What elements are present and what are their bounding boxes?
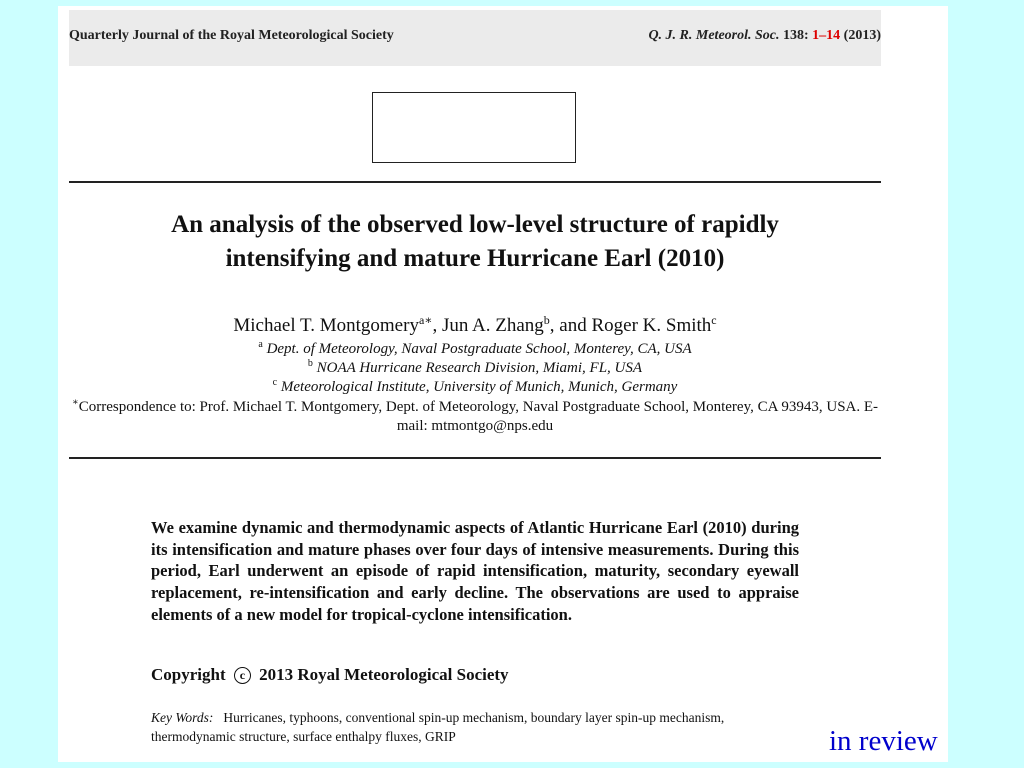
abstract: We examine dynamic and thermodynamic aspects of Atlantic Hurricane Earl (2010) during its intensification and mature phases over four days of intensive measurements. During this period, Earl underwent an episode of rapid intensification, maturity, secondary eyewall replacement, re-intensification and early decline. The observations are used to appraise elements of a new model for tropical-cyclone intensification. <box>151 518 799 624</box>
citation-journal: Q. J. R. Meteorol. Soc. <box>648 28 780 43</box>
affiliation-a <box>69 340 881 359</box>
author-3: , and Roger K. Smith <box>549 315 712 336</box>
author-2-mark: b <box>543 313 550 327</box>
copyright-holder: 2013 Royal Meteorological Society <box>259 665 509 684</box>
affiliation-a-text: Dept. of Meteorology, Naval Postgraduate School, Monterey, CA, USA <box>266 341 692 357</box>
correspondence-text: Correspondence to: Prof. Michael T. Montgomery, Dept. of Meteorology, Naval Postgraduate School, Monterey, CA 93943, USA. E-mail: mtmontgo@nps.edu <box>78 399 879 434</box>
affiliation-c-text: Meteorological Institute, University of Munich, Munich, Germany <box>280 379 678 395</box>
bottom-divider <box>69 457 881 459</box>
correspondence-mark: ∗ <box>71 397 79 408</box>
paper-title <box>69 208 881 276</box>
paper-page <box>58 6 948 762</box>
journal-name: Quarterly Journal of the Royal Meteorological Society <box>69 28 394 43</box>
author-2: , Jun A. Zhang <box>432 315 544 336</box>
affiliation-b <box>69 359 881 378</box>
affiliation-c-mark: c <box>272 377 278 388</box>
copyright-notice <box>151 665 509 685</box>
copyright-icon: c <box>234 667 251 684</box>
affiliation-b-text: NOAA Hurricane Research Division, Miami, FL, USA <box>316 360 643 376</box>
journal-header <box>69 10 881 66</box>
title-line-1: An analysis of the observed low-level structure of rapidly <box>171 211 779 238</box>
author-1-mark: a∗ <box>418 313 433 327</box>
affiliation-b-mark: b <box>307 358 313 369</box>
keywords-label: Key Words: <box>151 710 214 725</box>
keywords <box>151 708 811 746</box>
citation-year: (2013) <box>843 28 881 43</box>
copyright-prefix: Copyright <box>151 665 226 684</box>
top-divider <box>69 181 881 183</box>
title-line-2: intensifying and mature Hurricane Earl (2010) <box>225 245 725 272</box>
keywords-text: Hurricanes, typhoons, conventional spin-up mechanism, boundary layer spin-up mechanism, thermodynamic structure, surface enthalpy fluxes, GRIP <box>151 710 725 744</box>
affiliation-c <box>69 378 881 397</box>
author-3-mark: c <box>711 313 717 327</box>
author-list <box>69 314 881 338</box>
journal-citation <box>648 28 881 44</box>
logo-placeholder <box>372 92 576 163</box>
author-1: Michael T. Montgomery <box>233 315 419 336</box>
in-review-label: in review <box>829 725 938 757</box>
citation-pages: 1–14 <box>812 28 841 43</box>
citation-volume: 138: <box>783 28 809 43</box>
correspondence <box>69 398 881 436</box>
affiliation-a-mark: a <box>258 339 263 350</box>
